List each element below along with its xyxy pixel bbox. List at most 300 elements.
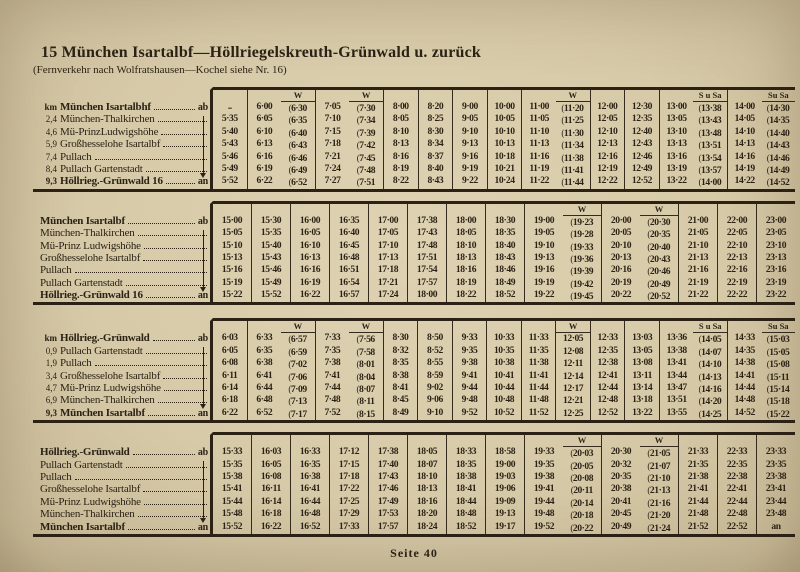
station-row xyxy=(33,370,210,382)
time-column xyxy=(693,90,727,189)
time-column xyxy=(555,321,590,420)
dot-leader xyxy=(158,121,207,122)
time-column xyxy=(678,204,717,303)
time-cell: 17·38 xyxy=(416,214,438,226)
time-cell: 16·18 xyxy=(260,508,282,520)
station-row xyxy=(33,332,210,344)
dot-leader xyxy=(138,516,207,517)
time-cell: 8·00 xyxy=(392,101,409,112)
time-cell: 19·33 xyxy=(533,446,555,458)
station-column xyxy=(33,201,213,303)
time-cell: 6·22 xyxy=(256,175,273,187)
time-cell: ( 7·58 xyxy=(349,346,383,358)
station-row xyxy=(33,459,210,471)
column-label: S u Sa xyxy=(693,321,727,333)
time-cell: 22·48 xyxy=(726,508,748,520)
dot-leader xyxy=(158,402,207,403)
time-cell: ( 14·07 xyxy=(693,346,727,358)
time-cell: 19·00 xyxy=(494,458,516,470)
time-cell: 6·18 xyxy=(221,394,238,406)
time-cell: 10·35 xyxy=(493,344,515,356)
time-cell: ( 11·25 xyxy=(556,114,590,126)
time-cell: 5·52 xyxy=(221,175,238,187)
departure-arrival-label: ab xyxy=(197,102,208,113)
dot-leader xyxy=(146,353,207,354)
time-cell: 21·38 xyxy=(687,470,709,482)
time-cell: 22·44 xyxy=(726,495,748,507)
station-name: Mü-Prinz Ludwigshöhe xyxy=(40,495,141,508)
station-name: München-Thalkirchen xyxy=(60,394,155,407)
time-cell: ( 15·08 xyxy=(762,358,796,370)
time-cell: 7·27 xyxy=(324,175,341,187)
station-name: Höllrieg.-Grünwald xyxy=(40,446,130,459)
time-cell: 20·19 xyxy=(610,276,632,288)
time-cell: 21·19 xyxy=(687,276,709,288)
time-cell: 11·35 xyxy=(528,344,549,356)
station-column xyxy=(33,432,213,534)
column-label xyxy=(718,435,756,446)
time-cell: 7·44 xyxy=(324,382,341,394)
page-title: 15 München Isartalbf—Höllriegelskreuth-Grünwald u. zurück xyxy=(41,44,482,61)
station-row xyxy=(33,264,210,276)
time-cell: 22·19 xyxy=(726,276,748,288)
time-column xyxy=(624,90,659,189)
time-column xyxy=(693,321,727,420)
time-cell: 18·30 xyxy=(494,214,516,226)
time-cell: 17·13 xyxy=(377,251,399,263)
km-header: km xyxy=(44,333,57,344)
time-cell: ( 14·30 xyxy=(762,102,796,114)
time-cell: 16·52 xyxy=(299,520,321,532)
time-cell: 22·10 xyxy=(726,239,748,251)
time-cell: ( 7·45 xyxy=(349,152,383,164)
time-cell: 18·24 xyxy=(416,520,438,532)
time-cell: 18·00 xyxy=(455,214,477,226)
station-name: München Isartalbhf xyxy=(60,101,151,113)
time-column xyxy=(368,204,407,303)
time-cell: 16·44 xyxy=(299,495,321,507)
time-cell: 23·00 xyxy=(765,214,787,226)
page-subtitle: (Fernverkehr nach Wolfratshausen—Kochel siehe Nr. 16) xyxy=(33,64,287,76)
time-cell: 15·41 xyxy=(221,483,243,495)
time-column xyxy=(290,204,329,303)
time-cell: ( 13·57 xyxy=(693,164,727,176)
time-cell: 9·02 xyxy=(427,382,443,394)
time-cell: 13·18 xyxy=(632,394,653,406)
time-cell: 17·48 xyxy=(416,239,438,251)
time-cell: 23·48 xyxy=(765,508,787,520)
time-column xyxy=(717,435,756,534)
time-cell: 13·03 xyxy=(632,332,653,344)
column-label xyxy=(679,435,717,446)
time-cell: ( 14·00 xyxy=(693,176,727,188)
time-cell: ( 7·48 xyxy=(349,164,383,176)
time-column xyxy=(521,90,556,189)
time-cell: 5·35 xyxy=(221,113,238,125)
time-cell: 7·48 xyxy=(324,394,341,406)
station-name: München Isartalbf xyxy=(40,520,125,533)
time-column xyxy=(601,435,640,534)
time-cell: 17·21 xyxy=(377,276,399,288)
time-cell: 11·19 xyxy=(529,162,549,174)
time-cell: ( 21·16 xyxy=(640,497,678,509)
departure-arrival-label: ab xyxy=(197,333,208,345)
time-cell: 21·41 xyxy=(687,483,709,495)
time-cell: ( 11·38 xyxy=(556,152,590,164)
time-cell: 16·35 xyxy=(299,458,321,470)
time-cell: 9·44 xyxy=(461,382,478,394)
time-cell: 23·16 xyxy=(765,264,787,276)
time-cell: 18·46 xyxy=(494,264,516,276)
time-cell: 21·13 xyxy=(687,251,709,263)
departure-arrival-label: an xyxy=(197,521,208,533)
time-column xyxy=(486,321,521,420)
time-cell: 13·08 xyxy=(632,357,653,369)
time-cell: 10·41 xyxy=(493,369,515,381)
time-cell: 6·11 xyxy=(222,369,238,381)
time-cell: ( 8·01 xyxy=(349,358,383,370)
dot-leader xyxy=(154,109,195,110)
time-cell: 18·41 xyxy=(455,483,477,495)
time-cell: 11·33 xyxy=(528,332,549,344)
time-cell: 16·08 xyxy=(260,470,282,482)
dot-leader xyxy=(144,504,207,505)
timetable-return-evening xyxy=(33,432,795,537)
time-cell: 10·00 xyxy=(494,101,515,112)
time-cell: 19·41 xyxy=(533,483,555,495)
time-column xyxy=(281,321,315,420)
time-cell: 16·41 xyxy=(299,483,321,495)
station-name: München-Thalkirchen xyxy=(40,508,135,521)
time-cell: 8·49 xyxy=(392,406,409,418)
time-cell: ( 20·05 xyxy=(563,460,601,472)
time-cell: 10·18 xyxy=(494,150,515,162)
time-cell: ( 13·38 xyxy=(693,102,727,114)
column-label xyxy=(625,90,659,101)
time-cell: 15·49 xyxy=(260,276,282,288)
station-name: Großhesselohe Isartalbf xyxy=(40,483,141,496)
column-label xyxy=(757,204,795,215)
time-cell: 15·10 xyxy=(221,239,243,251)
column-label xyxy=(252,435,290,446)
station-row xyxy=(33,101,210,113)
time-cell: 18·13 xyxy=(455,251,477,263)
station-row xyxy=(33,407,210,419)
time-cell: 23·35 xyxy=(765,458,787,470)
column-label xyxy=(248,90,282,101)
time-cell: 23·13 xyxy=(765,251,787,263)
dot-leader xyxy=(146,297,195,298)
time-cell: 19·17 xyxy=(494,520,516,532)
time-cell: 21·33 xyxy=(687,446,709,458)
time-cell: 8·34 xyxy=(427,138,444,150)
time-cell: 18·16 xyxy=(455,264,477,276)
station-name: Höllrieg.-Grünwald xyxy=(60,332,150,345)
time-cell: 21·00 xyxy=(687,214,709,226)
time-column xyxy=(563,435,601,534)
direction-arrow-icon xyxy=(203,461,204,518)
time-cell: ( 14·35 xyxy=(762,114,796,126)
time-cell: 13·16 xyxy=(666,150,687,162)
time-cell: 9·52 xyxy=(461,406,478,418)
time-cell: 22·41 xyxy=(726,483,748,495)
time-cell: 12·40 xyxy=(631,125,652,137)
time-cell: 19·52 xyxy=(533,520,555,532)
dot-leader xyxy=(138,235,207,236)
dot-leader xyxy=(95,365,207,366)
time-cell: 9·38 xyxy=(461,357,478,369)
time-column xyxy=(556,90,590,189)
time-cell: 17·00 xyxy=(377,214,399,226)
time-cell: 6·38 xyxy=(256,357,273,369)
time-cell: 19·00 xyxy=(533,214,555,226)
time-cell: ( 20·18 xyxy=(563,509,601,521)
time-cell: 23·10 xyxy=(765,239,787,251)
time-cell: 13·41 xyxy=(666,357,687,369)
time-cell: 21·48 xyxy=(687,508,709,520)
column-label xyxy=(213,321,247,332)
time-cell: 8·45 xyxy=(392,394,409,406)
column-label xyxy=(602,204,640,215)
column-label xyxy=(213,435,251,446)
time-cell: 12·05 xyxy=(563,333,584,345)
time-cell: ( 19·45 xyxy=(563,290,601,302)
station-name: Großhesselohe Isartalbf xyxy=(60,369,161,382)
time-cell: .. xyxy=(227,101,232,112)
time-cell: 13·05 xyxy=(632,344,653,356)
time-column xyxy=(452,321,487,420)
time-cell: 17·54 xyxy=(416,264,438,276)
station-row xyxy=(33,483,210,495)
time-cell: 8·13 xyxy=(392,138,409,150)
time-cell: ( 7·39 xyxy=(349,127,383,139)
time-cell: 16·22 xyxy=(299,289,321,301)
time-column xyxy=(524,204,563,303)
station-row xyxy=(33,252,210,264)
time-cell: ( 14·52 xyxy=(762,176,796,188)
time-cell: 7·10 xyxy=(324,113,341,125)
station-column xyxy=(33,318,213,420)
time-cell: 14·44 xyxy=(734,382,755,394)
dot-leader xyxy=(166,183,195,184)
time-cell: ( 15·18 xyxy=(762,395,796,407)
time-cell: 14·13 xyxy=(734,138,755,150)
time-cell: ( 15·22 xyxy=(762,408,796,420)
time-column xyxy=(485,204,524,303)
time-cell: 5·40 xyxy=(221,125,238,137)
direction-arrow-icon xyxy=(203,116,204,173)
column-label xyxy=(418,321,452,332)
time-cell: 15·16 xyxy=(221,264,243,276)
station-row xyxy=(33,163,210,175)
time-cell: 11·44 xyxy=(528,382,549,394)
time-cell: 6·33 xyxy=(256,332,273,344)
time-cell: ( 20·14 xyxy=(563,497,601,509)
time-cell: 8·59 xyxy=(427,369,443,381)
station-row xyxy=(33,227,210,239)
dot-leader xyxy=(163,378,207,379)
dot-leader xyxy=(163,146,207,147)
time-cell: 10·48 xyxy=(493,394,515,406)
station-row xyxy=(33,345,210,357)
time-cell: 6·10 xyxy=(256,125,273,137)
time-cell: 17·51 xyxy=(416,251,438,263)
column-label xyxy=(660,90,694,101)
time-cell: 22·00 xyxy=(726,214,748,226)
station-name: Pullach Gartenstadt xyxy=(60,344,143,357)
time-cell: 16·51 xyxy=(338,264,360,276)
station-name: Pullach xyxy=(60,357,92,370)
time-column xyxy=(756,435,795,534)
time-cell: 13·11 xyxy=(632,369,652,381)
km-value: 2,4 xyxy=(45,114,57,125)
column-label: W xyxy=(281,321,315,333)
time-cell: 12·49 xyxy=(631,162,652,174)
time-column xyxy=(417,321,452,420)
timetable-outbound-evening xyxy=(33,201,795,306)
time-column xyxy=(329,435,368,534)
station-row xyxy=(33,357,210,369)
km-value: 5,9 xyxy=(45,139,57,150)
time-cell: 21·35 xyxy=(687,458,709,470)
time-cell: 12·25 xyxy=(563,407,584,419)
time-cell: 23·44 xyxy=(765,495,787,507)
time-cell: 13·00 xyxy=(666,101,687,112)
time-cell: 18·22 xyxy=(455,289,477,301)
dot-leader xyxy=(128,529,195,530)
time-cell: ( 21·13 xyxy=(640,484,678,496)
time-cell: ( 14·13 xyxy=(693,371,727,383)
time-cell: 20·22 xyxy=(610,289,632,301)
time-column xyxy=(247,90,282,189)
time-cell: ( 15·03 xyxy=(762,333,796,345)
time-column xyxy=(315,321,350,420)
time-column xyxy=(678,435,717,534)
timetable-outbound-morning xyxy=(33,87,795,192)
station-name: Höllrieg.-Grünwald 16 xyxy=(60,175,163,188)
time-cell: 16·48 xyxy=(338,251,360,263)
column-label xyxy=(369,435,407,446)
time-cell: ( 14·25 xyxy=(693,408,727,420)
time-cell: ( 21·10 xyxy=(640,472,678,484)
time-cell: 22·05 xyxy=(726,227,748,239)
time-cell: 21·44 xyxy=(687,495,709,507)
km-value: 9,3 xyxy=(45,176,57,187)
time-cell: ( 8·07 xyxy=(349,383,383,395)
time-cell: ( 20·52 xyxy=(640,290,678,302)
time-cell: ( 21·24 xyxy=(640,522,678,534)
time-cell: 20·00 xyxy=(610,214,632,226)
time-cell: ( 7·34 xyxy=(349,114,383,126)
time-cell: 6·14 xyxy=(221,382,238,394)
time-column xyxy=(756,204,795,303)
time-cell: 8·22 xyxy=(392,175,409,187)
time-cell: 19·22 xyxy=(533,289,555,301)
time-cell: 17·18 xyxy=(377,264,399,276)
time-cell: 12·52 xyxy=(597,406,618,418)
time-cell: ( 19·42 xyxy=(563,278,601,290)
station-name: Pullach xyxy=(60,150,92,163)
time-cell: 21·52 xyxy=(687,520,709,532)
time-cell: 21·05 xyxy=(687,227,709,239)
time-cell: 17·18 xyxy=(338,470,360,482)
time-cell: 19·48 xyxy=(533,508,555,520)
time-cell: 20·16 xyxy=(610,264,632,276)
time-cell: 9·19 xyxy=(462,162,478,174)
station-name: München-Thalkirchen xyxy=(60,113,155,126)
dot-leader xyxy=(143,260,207,261)
column-label xyxy=(419,90,453,101)
time-cell: 8·50 xyxy=(427,332,443,344)
km-value: 4,7 xyxy=(45,383,57,394)
time-cell: 8·52 xyxy=(427,344,443,356)
dot-leader xyxy=(133,454,195,455)
dot-leader xyxy=(164,390,207,391)
column-label xyxy=(384,321,418,332)
time-cell: 8·19 xyxy=(392,162,409,174)
station-column-header-spacer xyxy=(33,321,210,332)
time-cell: 15·13 xyxy=(221,251,243,263)
time-cell: 12·19 xyxy=(597,162,618,174)
time-cell: ( 6·43 xyxy=(281,139,315,151)
time-cell: 17·33 xyxy=(338,520,360,532)
time-cell: 17·29 xyxy=(338,508,360,520)
time-cell: 10·05 xyxy=(494,113,515,125)
station-row xyxy=(33,151,210,163)
time-cell: 9·06 xyxy=(427,394,443,406)
time-cell: 14·48 xyxy=(734,394,755,406)
time-cell: 7·18 xyxy=(324,138,341,150)
time-cell: ( 11·34 xyxy=(556,139,590,151)
station-name: München Isartalbf xyxy=(40,214,125,227)
time-cell: 6·05 xyxy=(221,344,238,356)
time-cell: 23·19 xyxy=(765,276,787,288)
time-cell: 12·14 xyxy=(563,370,584,382)
time-cell: ( 14·49 xyxy=(762,164,796,176)
column-label xyxy=(488,90,522,101)
time-cell: 12·16 xyxy=(597,150,618,162)
time-cell: ( 7·51 xyxy=(349,176,383,188)
station-column-header-spacer xyxy=(33,204,210,215)
time-cell: 11·52 xyxy=(528,406,549,418)
column-label: W xyxy=(640,204,678,216)
time-cell: 6·22 xyxy=(221,406,238,418)
time-cell: ( 11·41 xyxy=(556,164,590,176)
time-cell: 18·52 xyxy=(494,289,516,301)
time-cell: 12·33 xyxy=(597,332,618,344)
time-cell: 18·38 xyxy=(455,470,477,482)
dot-leader xyxy=(126,467,207,468)
column-label: S u Sa xyxy=(693,90,727,102)
column-label xyxy=(252,204,290,215)
time-column xyxy=(762,90,796,189)
time-cell: 8·30 xyxy=(427,125,444,137)
time-cell: ( 14·20 xyxy=(693,395,727,407)
time-cell: 16·03 xyxy=(260,446,282,458)
time-cell: 12·05 xyxy=(597,113,618,125)
column-label xyxy=(248,321,282,332)
time-cell: 15·22 xyxy=(221,289,243,301)
time-cell: 19·16 xyxy=(533,264,555,276)
time-cell: 16·45 xyxy=(338,239,360,251)
time-cell: 17·53 xyxy=(377,508,399,520)
time-cell: 22·33 xyxy=(726,446,748,458)
time-cell: 18·19 xyxy=(455,276,477,288)
time-cell: 15·48 xyxy=(221,508,243,520)
time-cell: 23·33 xyxy=(765,446,787,458)
time-cell: ( 14·16 xyxy=(693,383,727,395)
time-cell: 8·16 xyxy=(392,150,409,162)
